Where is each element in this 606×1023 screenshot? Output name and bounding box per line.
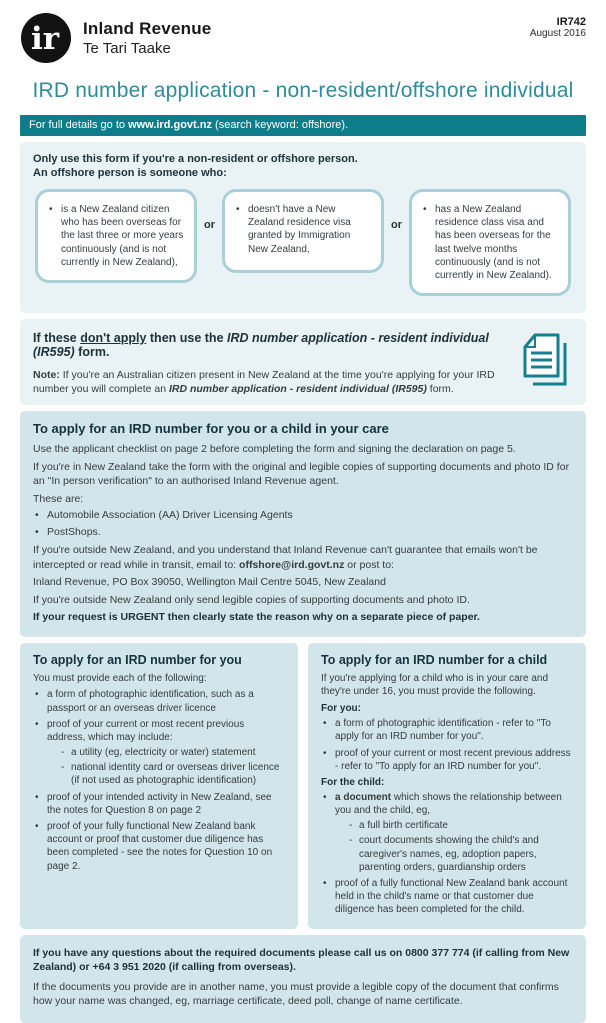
form-number: IR742 [556,16,586,28]
banner-post-text: (search keyword: offshore). [212,119,349,131]
brand-maori-name: Te Tari Taake [83,40,171,57]
apply-for-you-intro: You must provide each of the following: [33,672,207,684]
contact-section [20,935,586,1023]
you-item-intended-activity: • proof of your intended activity in New Zealand, see the notes for Question 8 on page 2 [33,791,285,817]
eligibility-box-citizen [35,189,197,283]
agent-item-postshops: • PostShops. [33,526,573,540]
ir595-form-name: IRD number application - resident individual (IR595) [33,331,489,360]
sub-court-documents: - court documents showing the child's and caregiver's names, eg, adoption papers, parenting orders, guardianship orders [349,834,573,874]
form-meta [530,12,586,39]
banner-pre-text: For full details go to [29,119,129,131]
urgent-line: If your request is URGENT then clearly state the reason why on a separate piece of paper. [33,611,480,624]
questions-phone-line: If you have any questions about the required documents please call us on 0800 377 774 (if calling from New Zealand) or +64 3 951 2020 (if calling from overseas). [33,946,570,974]
legible-copies-line: If you're outside New Zealand only send legible copies of supporting documents and photo ID. [33,593,470,606]
child-item-bank-account: • proof of a fully functional New Zealand bank account held in the child's name or that customer due diligence has been completed for the child. [321,877,573,917]
eligibility-box-visa-text: • doesn't have a New Zealand residence visa granted by Immigration New Zealand, [234,203,372,256]
a-document-rest: which shows the relationship between you and the child, eg, [335,791,562,817]
you-item-address-text: proof of your current or most recent previous address, which may include: [47,718,245,743]
eligibility-box-residence [409,189,571,296]
note-label: Note: [33,369,60,382]
for-the-child-label: For the child: [321,776,385,788]
relationship-doc-sublist [349,819,573,874]
ird-logo-letters: ir [30,21,60,57]
agent-item-aa: • Automobile Association (AA) Driver Licensing Agents [33,509,573,523]
address-proof-sublist [61,746,285,788]
eligibility-box-visa [222,189,384,273]
you-item-photo-id: • a form of photographic identification, such as a passport or an overseas driver licence [33,688,285,714]
these-are-line: These are: [33,492,84,505]
address-sub-identity-card: - national identity card or overseas driver licence (if not used as photographic identification) [61,761,285,787]
checklist-line: Use the applicant checklist on page 2 before completing the form and signing the declaration on page 5. [33,443,516,456]
only-use-line: Only use this form if you're a non-resident or offshore person. [33,153,358,165]
apply-for-you-heading: To apply for an IRD number for you [33,652,242,667]
for-child-list [321,791,573,917]
apply-for-child-heading: To apply for an IRD number for a child [321,652,548,667]
ir595-form-name: IRD number application - resident individual (IR595) [168,383,427,396]
or-separator: or [204,219,215,231]
outside-nz-post: or post to: [344,558,394,571]
postal-address-line: Inland Revenue, PO Box 39050, Wellington Mail Centre 5045, New Zealand [33,576,386,589]
or-separator: or [391,219,402,231]
offshore-person-line: An offshore person is someone who: [33,167,227,179]
child-you-photo-id: • a form of photographic identification - refer to "To apply for an IRD number for you". [321,717,573,743]
dont-apply-underlined: don't apply [80,331,147,346]
eligibility-box-citizen-text: • is a New Zealand citizen who has been overseas for the last three or more years continuously (and is not currently in New Zealand), [47,203,185,269]
australian-citizen-note [33,368,499,396]
ird-logo-icon [20,12,72,64]
child-you-address: • proof of your current or most recent previous address - refer to "To apply for an IRD number for you". [321,747,573,773]
dont-apply-pre: If these [33,331,81,346]
name-change-line: If the documents you provide are in another name, you must provide a legible copy of the document that confirms how your name was changed, eg, marriage certificate, deed poll, change of name certificate. [33,980,559,1008]
sub-birth-certificate: - a full birth certificate [349,819,573,832]
in-person-line: If you're in New Zealand take the form with the original and legible copies of supporting documents and photo ID for an "In person verification" to an authorised Inland Revenue agent. [33,460,570,488]
banner-url: www.ird.govt.nz [128,119,212,131]
outside-nz-line [33,543,573,572]
outside-nz-pre: If you're outside New Zealand, and you understand that Inland Revenue can't guarantee that emails won't be intercepted or read while in transit, email to: [33,544,538,571]
dont-apply-mid: then use the [146,331,227,346]
header [20,12,586,64]
dont-apply-section [20,319,586,405]
apply-for-you-column [20,643,298,929]
brand-text [83,19,211,57]
dont-apply-line [33,331,499,359]
note-post: form. [426,383,454,396]
apply-for-child-column [308,643,586,929]
page-title: IRD number application - non-resident/offshore individual [32,79,574,102]
you-item-bank-account: • proof of your fully functional New Zealand bank account or proof that customer due diligence has been completed - see the notes for Question 10 on page 2. [33,820,285,873]
for-you-list [321,717,573,773]
eligibility-boxes [35,189,571,296]
dont-apply-post: form. [74,345,110,360]
for-you-label: For you: [321,703,361,715]
eligibility-section [20,142,586,313]
you-item-address [33,718,285,788]
note-pre: If you're an Australian citizen present in New Zealand at the time you're applying for your IRD number you will complete an [33,369,495,396]
agents-list [33,509,573,540]
how-to-apply-heading: To apply for an IRD number for you or a child in your care [33,421,389,437]
address-sub-utility: - a utility (eg, electricity or water) statement [61,746,285,759]
form-date: August 2016 [529,28,586,39]
eligibility-box-residence-text: • has a New Zealand residence class visa and has been overseas for the last twelve months continuously (and is not currently in New Zealand). [421,203,559,282]
apply-for-child-intro: If you're applying for a child who is in your care and they're under 16, you must provide the following. [321,672,549,698]
requirements-columns [20,643,586,929]
brand [20,12,211,64]
child-item-relationship-document [321,791,573,874]
how-to-apply-section [20,411,586,636]
a-document-bold: a document [335,791,392,803]
documents-icon-wrap [509,328,573,390]
brand-name: Inland Revenue [83,19,212,38]
documents-icon [515,330,573,390]
apply-for-you-list [33,688,285,872]
details-banner [20,115,586,136]
offshore-email: offshore@ird.govt.nz [239,558,345,571]
dont-apply-text [33,328,509,396]
